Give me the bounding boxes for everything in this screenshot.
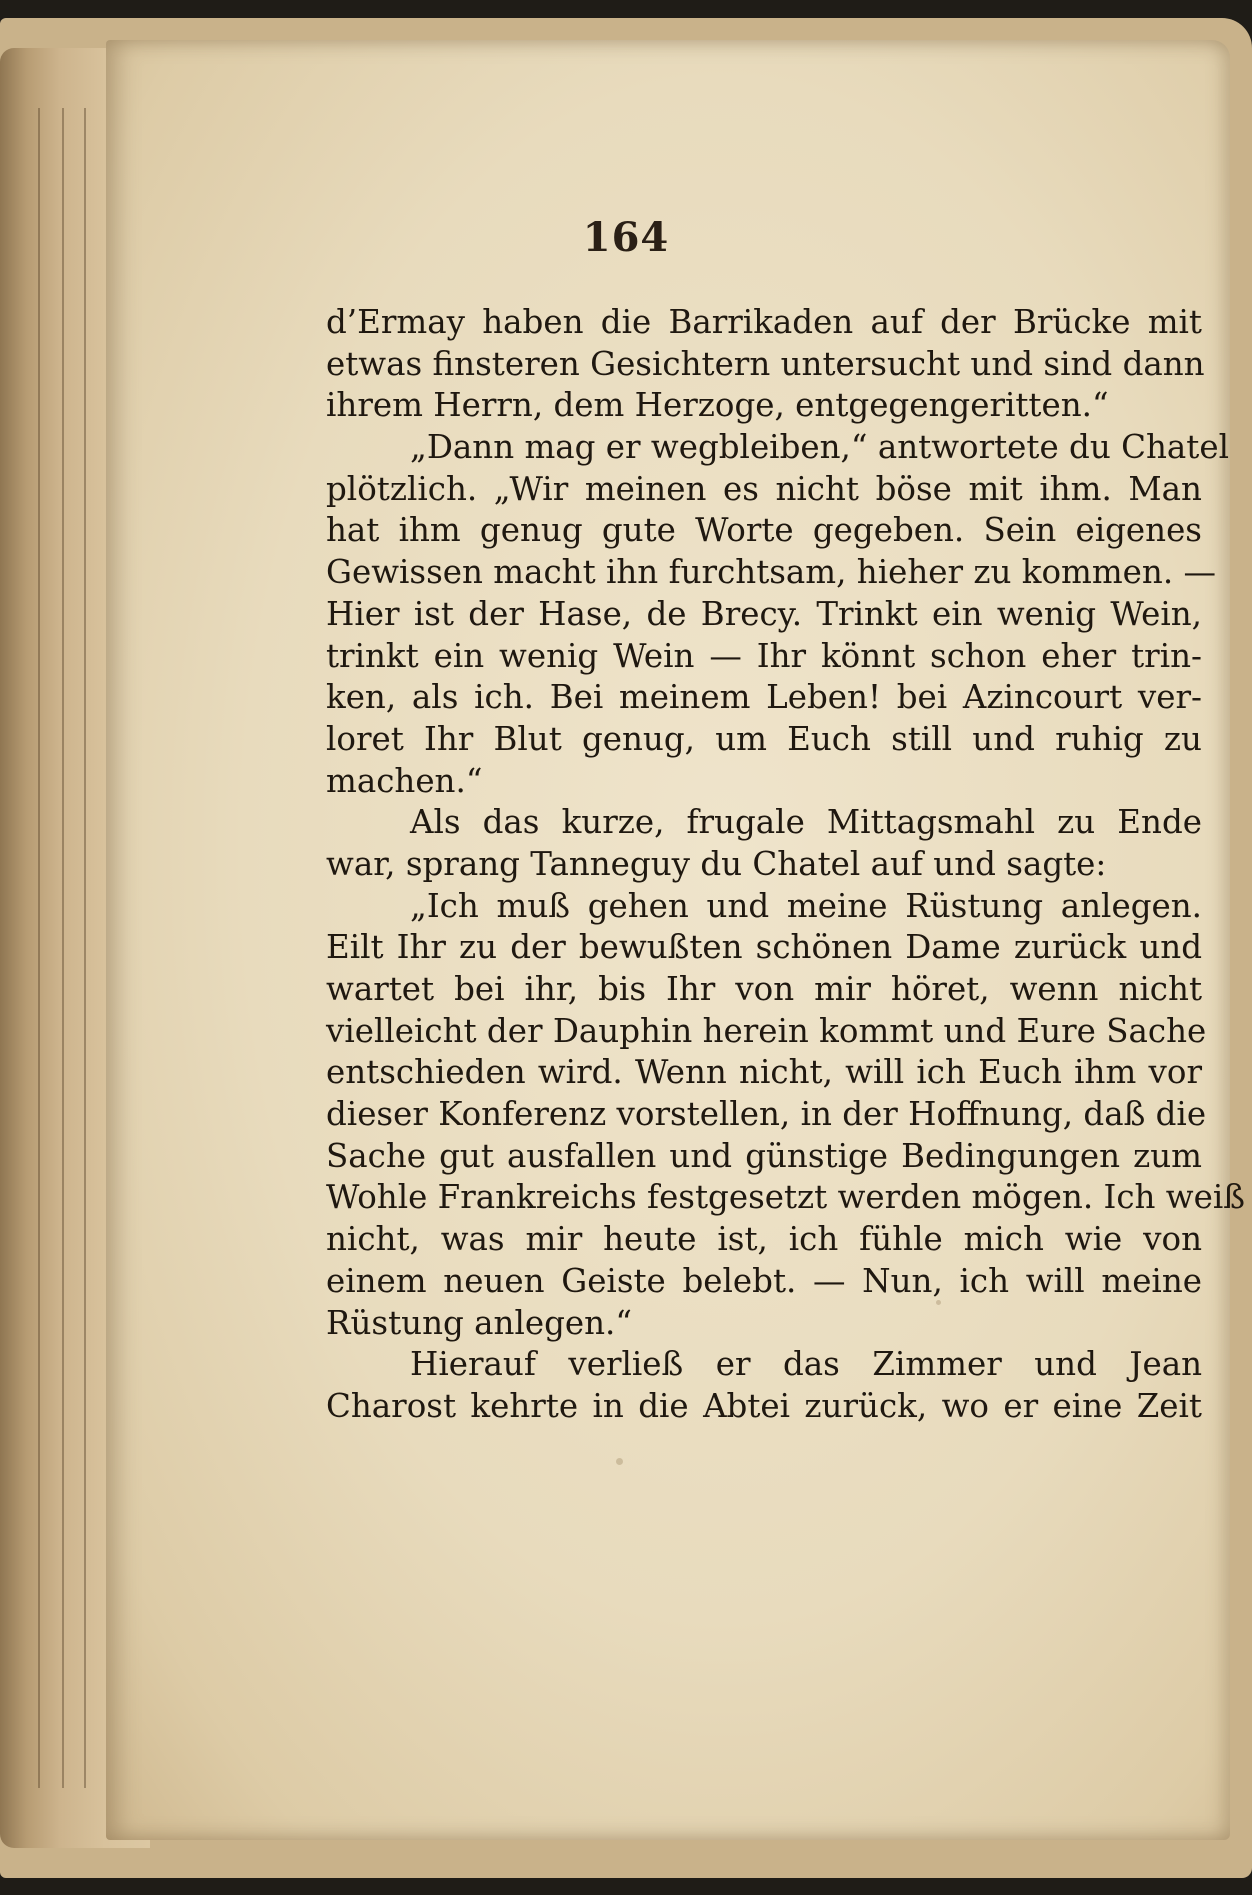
- text-line: Hierauf verließ er das Zimmer und Jean: [410, 1345, 1202, 1384]
- text-line: Gewissen macht ihn furchtsam, hieher zu kommen. —: [326, 553, 1216, 592]
- text-line: Rüstung anlegen.“: [326, 1303, 632, 1342]
- text-line: Eilt Ihr zu der bewußten schönen Dame zurück und: [326, 928, 1202, 967]
- page-text: [326, 302, 1245, 1428]
- text-line: war, sprang Tanneguy du Chatel auf und sagte:: [326, 844, 1107, 883]
- text-line: d’Ermay haben die Barrikaden auf der Brücke mit: [326, 303, 1202, 341]
- text-line: Charost kehrte in die Abtei zurück, wo er eine Zeit: [326, 1386, 1202, 1425]
- text-line: nicht, was mir heute ist, ich fühle mich wie von: [326, 1220, 1202, 1259]
- text-line: dieser Konferenz vorstellen, in der Hoffnung, daß die: [326, 1095, 1207, 1134]
- text-line: Als das kurze, frugale Mittagsmahl zu Ende: [410, 803, 1202, 842]
- text-line: „Ich muß gehen und meine Rüstung anlegen.: [410, 886, 1202, 925]
- text-line: Wohle Frankreichs festgesetzt werden mögen. Ich weiß: [326, 1178, 1245, 1217]
- text-line: vielleicht der Dauphin herein kommt und Eure Sache: [326, 1011, 1207, 1050]
- text-line: etwas finsteren Gesichtern untersucht und sind dann: [326, 344, 1205, 383]
- text-line: entschieden wird. Wenn nicht, will ich Euch ihm vor: [326, 1053, 1202, 1092]
- text-line: trinkt ein wenig Wein — Ihr könnt schon eher trin-: [326, 636, 1202, 675]
- text-line: ken, als ich. Bei meinem Leben! bei Azincourt ver-: [326, 678, 1202, 717]
- text-line: hat ihm genug gute Worte gegeben. Sein eigenes: [326, 511, 1202, 550]
- page-number: 164: [582, 214, 670, 261]
- text-line: Sache gut ausfallen und günstige Bedingungen zum: [326, 1136, 1202, 1175]
- text-line: wartet bei ihr, bis Ihr von mir höret, wenn nicht: [326, 970, 1202, 1008]
- text-line: einem neuen Geiste belebt. — Nun, ich will meine: [326, 1261, 1202, 1300]
- page-edge-line: [62, 108, 64, 1788]
- text-line: „Dann mag er wegbleiben,“ antwortete du Chatel: [410, 428, 1229, 467]
- text-line: loret Ihr Blut genug, um Euch still und ruhig zu: [326, 719, 1202, 758]
- text-line: machen.“: [326, 761, 483, 800]
- paper-spot: [616, 1458, 623, 1465]
- page-edge-line: [38, 108, 40, 1788]
- page-edge-line: [84, 108, 86, 1788]
- text-line: ihrem Herrn, dem Herzoge, entgegengeritten.“: [326, 386, 1109, 425]
- text-line: plötzlich. „Wir meinen es nicht böse mit ihm. Man: [326, 469, 1202, 508]
- text-line: Hier ist der Hase, de Brecy. Trinkt ein wenig Wein,: [326, 594, 1202, 633]
